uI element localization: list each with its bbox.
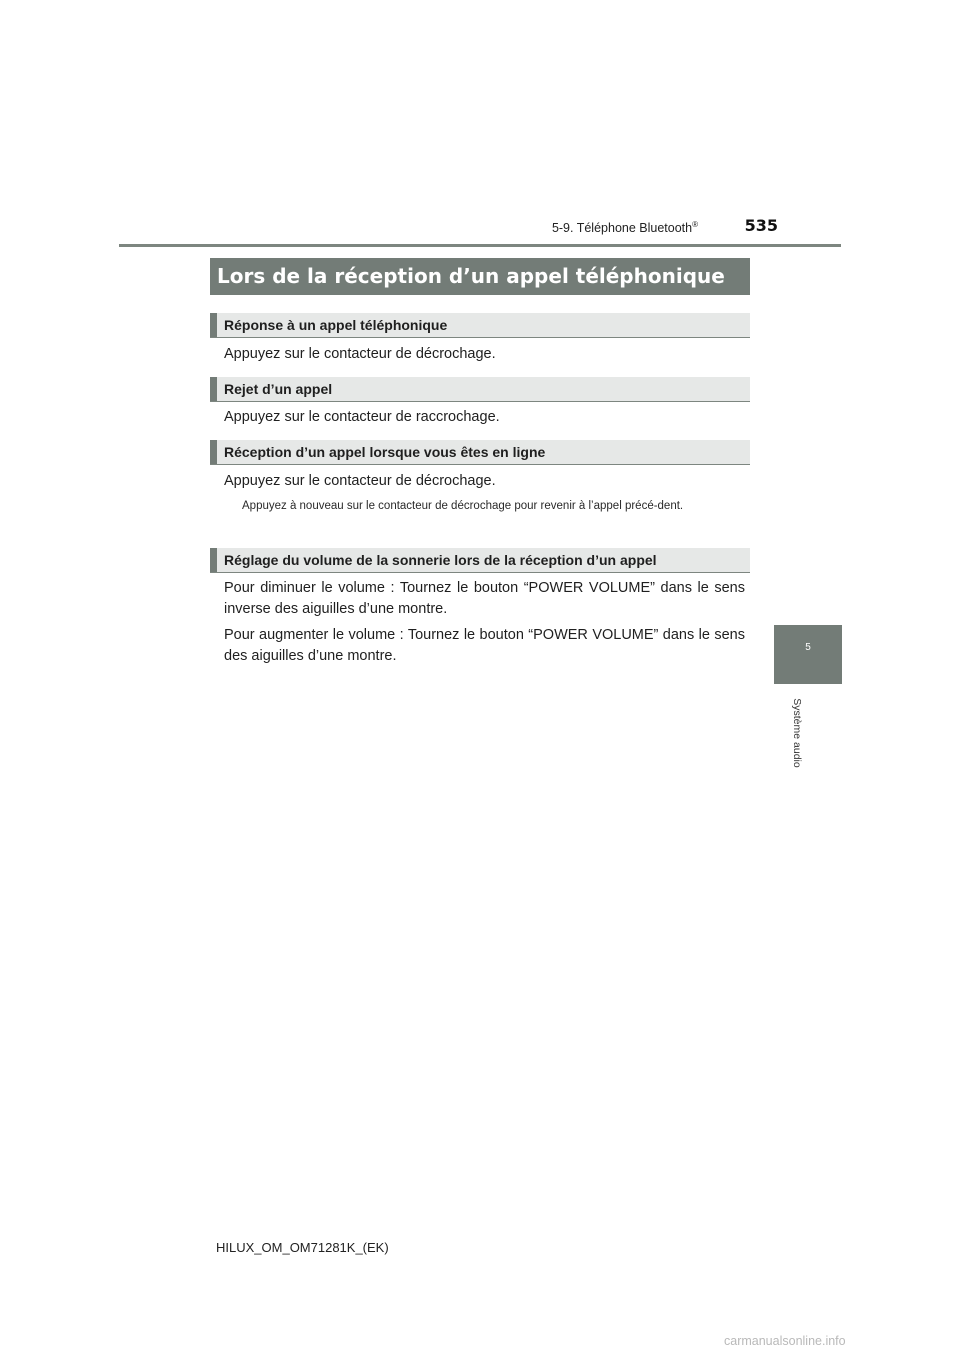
subheading-marker	[210, 548, 217, 572]
registered-mark: ®	[692, 220, 698, 229]
header-divider	[119, 244, 841, 247]
subheading-marker	[210, 377, 217, 401]
paragraph-reject-call: Appuyez sur le contacteur de raccrochage.	[224, 409, 500, 425]
paragraph-answer-call: Appuyez sur le contacteur de décrochage.	[224, 346, 496, 362]
subheading-text: Réception d’un appel lorsque vous êtes en ligne	[224, 444, 546, 460]
subheading-text: Réponse à un appel téléphonique	[224, 317, 448, 333]
paragraph-volume-up: Pour augmenter le volume : Tournez le bouton “POWER VOLUME” dans le sens des aiguilles d’une montre.	[224, 627, 745, 664]
paragraph-volume-down: Pour diminuer le volume : Tournez le bouton “POWER VOLUME” dans le sens inverse des aiguilles d’une montre.	[224, 580, 745, 617]
subheading-reject-call	[210, 377, 750, 402]
note-call-waiting: Appuyez à nouveau sur le contacteur de décrochage pour revenir à l’appel précé-dent.	[242, 500, 684, 512]
subheading-ringer-volume	[210, 548, 750, 573]
running-header-section	[520, 220, 698, 235]
subheading-text: Rejet d’un appel	[224, 381, 333, 397]
section-title-banner: Lors de la réception d’un appel téléphonique	[210, 258, 750, 295]
running-header-text: 5-9. Téléphone Bluetooth	[551, 221, 693, 236]
subheading-marker	[210, 313, 217, 337]
paragraph-call-waiting: Appuyez sur le contacteur de décrochage.	[224, 473, 496, 489]
footer-watermark: carmanualsonline.info	[724, 1334, 846, 1348]
chapter-tab: 5	[774, 625, 842, 684]
page-number: 535	[744, 216, 778, 235]
subheading-call-waiting	[210, 440, 750, 465]
subheading-answer-call	[210, 313, 750, 338]
subheading-marker	[210, 440, 217, 464]
chapter-title-vertical: Système audio	[791, 698, 803, 768]
footer-model-code: HILUX_OM_OM71281K_(EK)	[216, 1240, 389, 1255]
subheading-text: Réglage du volume de la sonnerie lors de la réception d’un appel	[224, 552, 657, 568]
